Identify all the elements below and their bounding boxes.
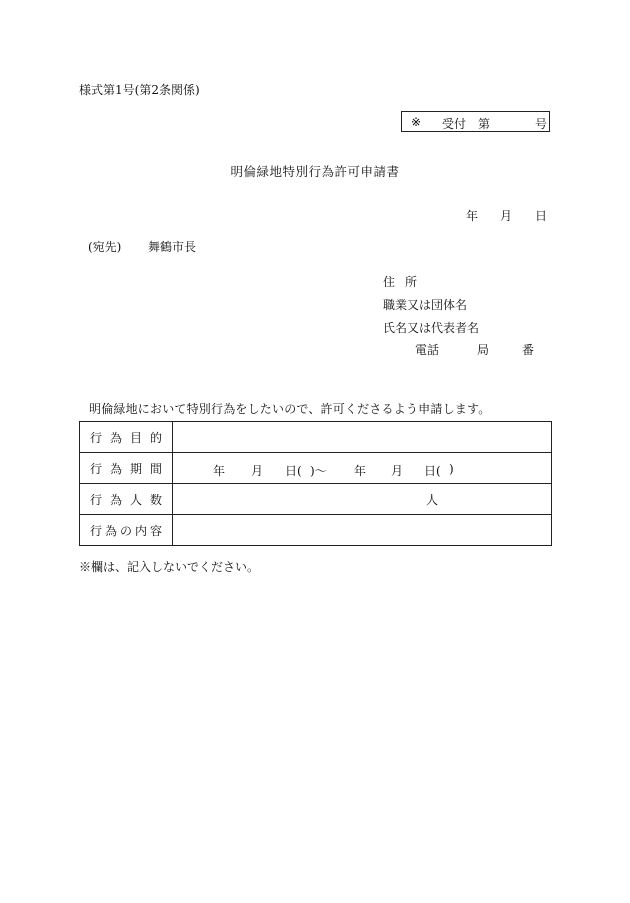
period-start-year: 年 (213, 464, 226, 478)
detail-table (79, 421, 552, 546)
period-end-month: 月 (391, 464, 404, 478)
date-month: 月 (500, 209, 513, 223)
addressee-name: 舞鶴市長 (148, 240, 197, 254)
content-char: 内 (134, 523, 147, 538)
address-label-2: 所 (405, 275, 418, 289)
period-separator: )〜 (310, 464, 327, 478)
table-row-period (80, 453, 552, 484)
phone-ban: 番 (522, 343, 535, 357)
period-end-year: 年 (354, 464, 367, 478)
people-value[interactable] (173, 484, 552, 515)
form-number: 様式第1号(第2条関係) (79, 83, 200, 97)
period-char: 期 (129, 461, 142, 476)
content-char: の (119, 523, 132, 538)
purpose-char: 行 (90, 430, 103, 445)
period-label (80, 453, 173, 484)
content-label (80, 515, 173, 546)
content-char: 行 (90, 523, 103, 538)
table-row-content (80, 515, 552, 546)
period-char: 行 (90, 461, 103, 476)
period-end-paren: ) (449, 462, 454, 476)
receipt-mark: ※ (411, 115, 422, 129)
purpose-value[interactable] (173, 422, 552, 453)
content-char: 容 (149, 523, 162, 538)
name-label: 氏名又は代表者名 (383, 321, 480, 335)
addressee-label: (宛先) (88, 240, 122, 254)
phone-label: 電話 (415, 343, 440, 357)
purpose-label (80, 422, 173, 453)
table-row-people (80, 484, 552, 515)
people-char: 人 (129, 492, 142, 507)
note: ※欄は、記入しないでください。 (79, 560, 260, 574)
purpose-char: 的 (149, 430, 162, 445)
purpose-char: 目 (129, 430, 142, 445)
receipt-box (401, 111, 550, 132)
period-end-day: 日( (424, 464, 441, 478)
phone-kyoku: 局 (477, 343, 490, 357)
people-char: 数 (149, 492, 162, 507)
period-char: 為 (109, 461, 122, 476)
purpose-char: 為 (109, 430, 122, 445)
document-title: 明倫緑地特別行為許可申請書 (230, 164, 400, 179)
period-start-month: 月 (251, 464, 264, 478)
address-label-1: 住 (383, 275, 396, 289)
occupation-label: 職業又は団体名 (383, 298, 468, 312)
date-year: 年 (466, 209, 479, 223)
period-start-day: 日( (285, 464, 302, 478)
receipt-go: 号 (535, 117, 548, 131)
people-label (80, 484, 173, 515)
period-char: 間 (149, 461, 162, 476)
content-char: 為 (104, 523, 117, 538)
period-value[interactable] (173, 453, 552, 484)
people-char: 行 (90, 492, 103, 507)
receipt-dai: 第 (478, 117, 491, 131)
people-unit: 人 (425, 492, 438, 507)
receipt-label: 受付 (442, 117, 467, 131)
people-char: 為 (109, 492, 122, 507)
content-value[interactable] (173, 515, 552, 546)
date-day: 日 (535, 209, 548, 223)
request-text: 明倫緑地において特別行為をしたいので、許可くださるよう申請します。 (89, 402, 491, 416)
table-row-purpose (80, 422, 552, 453)
